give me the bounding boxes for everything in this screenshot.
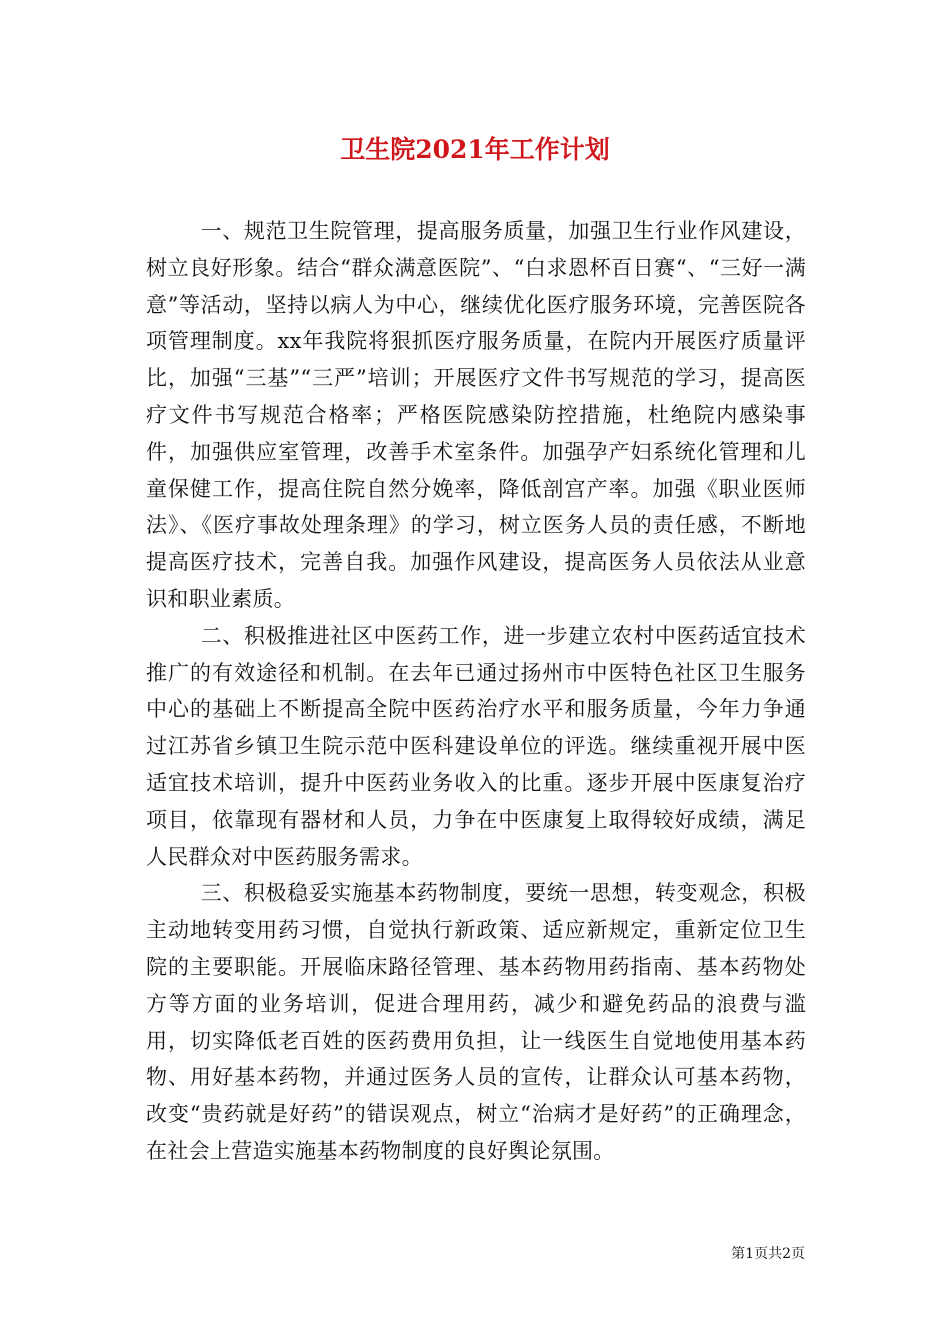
paragraph-1: 一、规范卫生院管理，提高服务质量，加强卫生行业作风建设，树立良好形象。结合“群众满意医院”、“白求恩杯百日赛“、“三好一满意”等活动，坚持以病人为中心，继续优化医疗服务环境，完善医院各项管理制度。xx年我院将狠抓医疗服务质量，在院内开展医疗质量评比，加强“三基”“三严”培训；开展医疗文件书写规范的学习，提高医疗文件书写规范合格率；严格医院感染防控措施，杜绝院内感染事件，加强供应室管理，改善手术室条件。加强孕产妇系统化管理和儿童保健工作，提高住院自然分娩率，降低剖宫产率。加强《职业医师法》、《医疗事故处理条理》的学习，树立医务人员的责任感，不断地提高医疗技术，完善自我。加强作风建设，提高医务人员依法从业意识和职业素质。: [146, 219, 806, 611]
paragraph-3: 三、积极稳妥实施基本药物制度，要统一思想，转变观念，积极主动地转变用药习惯，自觉执行新政策、适应新规定，重新定位卫生院的主要职能。开展临床路径管理、基本药物用药指南、基本药物处方等方面的业务培训，促进合理用药，减少和避免药品的浪费与滥用，切实降低老百姓的医药费用负担，让一线医生自觉地使用基本药物、用好基本药物，并通过医务人员的宣传，让群众认可基本药物，改变“贵药就是好药”的错误观点，树立“治病才是好药”的正确理念，在社会上营造实施基本药物制度的良好舆论氛围。: [146, 881, 806, 1163]
page-number-footer: 第1页共2页: [731, 1246, 805, 1262]
paragraph-2: 二、积极推进社区中医药工作，进一步建立农村中医药适宜技术推广的有效途径和机制。在去年已通过扬州市中医特色社区卫生服务中心的基础上不断提高全院中医药治疗水平和服务质量，今年力争通过江苏省乡镇卫生院示范中医科建设单位的评选。继续重视开展中医适宜技术培训，提升中医药业务收入的比重。逐步开展中医康复治疗项目，依靠现有器材和人员，力争在中医康复上取得较好成绩，满足人民群众对中医药服务需求。: [146, 623, 806, 869]
document-body: [146, 213, 806, 1170]
document-title: 卫生院2021年工作计划: [340, 135, 610, 164]
